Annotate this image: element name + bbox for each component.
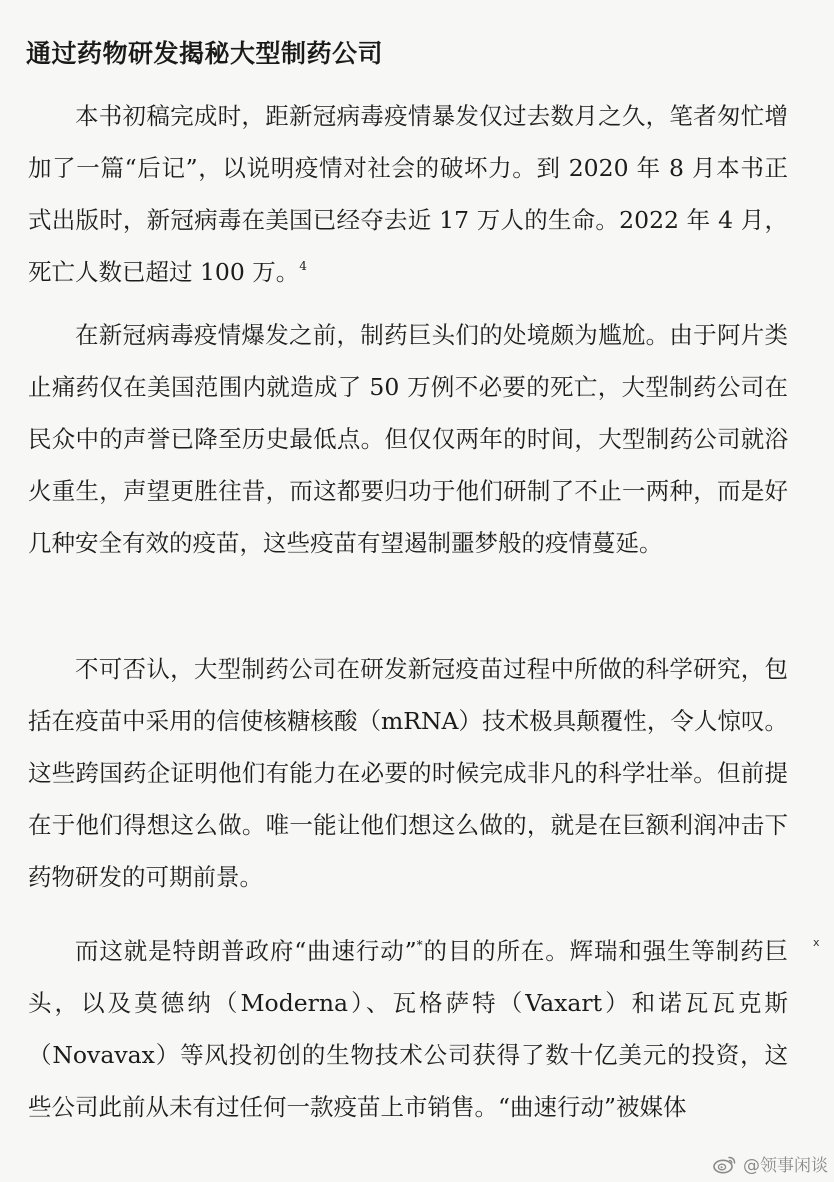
paragraph-3: 不可否认，大型制药公司在研发新冠疫苗过程中所做的科学研究，包括在疫苗中采用的信使核糖核酸（mRNA）技术极具颠覆性，令人惊叹。这些跨国药企证明他们有能力在必要的时候完成非凡的科学壮举。但前提在于他们得想这么做。唯一能让他们想这么做的，就是在巨额利润冲击下药物研发的可期前景。 [28,655,788,891]
footnote-4-marker: 4 [299,258,307,273]
paragraph-2: 在新冠病毒疫情爆发之前，制药巨头们的处境颇为尴尬。由于阿片类止痛药仅在美国范围内就造成了 50 万例不必要的死亡，大型制药公司在民众中的声誉已降至历史最低点。但仅仅两年的时间，大型制药公司就浴火重生，声望更胜往昔，而这都要归功于他们研制了不止一两种，而是好几种安全有效的疫苗，这些疫苗有望遏制噩梦般的疫情蔓延。 [28,321,788,557]
watermark [713,1151,828,1176]
page-title: 通过药物研发揭秘大型制药公司 [26,39,384,68]
asterisk-note-marker: * [416,937,423,952]
watermark-text: @领事闲谈 [743,1156,828,1176]
paragraph-4-text-before: 而这就是特朗普政府“曲速行动” [75,937,417,965]
paragraph-4 [28,925,788,1133]
margin-mark: x [813,936,820,949]
weibo-logo-icon [713,1154,737,1174]
paragraph-4-text-after: 的目的所在。辉瑞和强生等制药巨头，以及莫德纳（Moderna）、瓦格萨特（Vaxart）和诺瓦瓦克斯（Novavax）等风投初创的生物技术公司获得了数十亿美元的投资，这些公司此前从未有过任何一款疫苗上市销售。“曲速行动”被媒体 [28,937,789,1121]
paragraph-1 [28,90,788,298]
paragraph-1-text: 本书初稿完成时，距新冠病毒疫情暴发仅过去数月之久，笔者匆忙增加了一篇“后记”，以说明疫情对社会的破坏力。到 2020 年 8 月本书正式出版时，新冠病毒在美国已经夺去近 17 万人的生命。2022 年 4 月，死亡人数已超过 100 万。 [28,102,788,286]
